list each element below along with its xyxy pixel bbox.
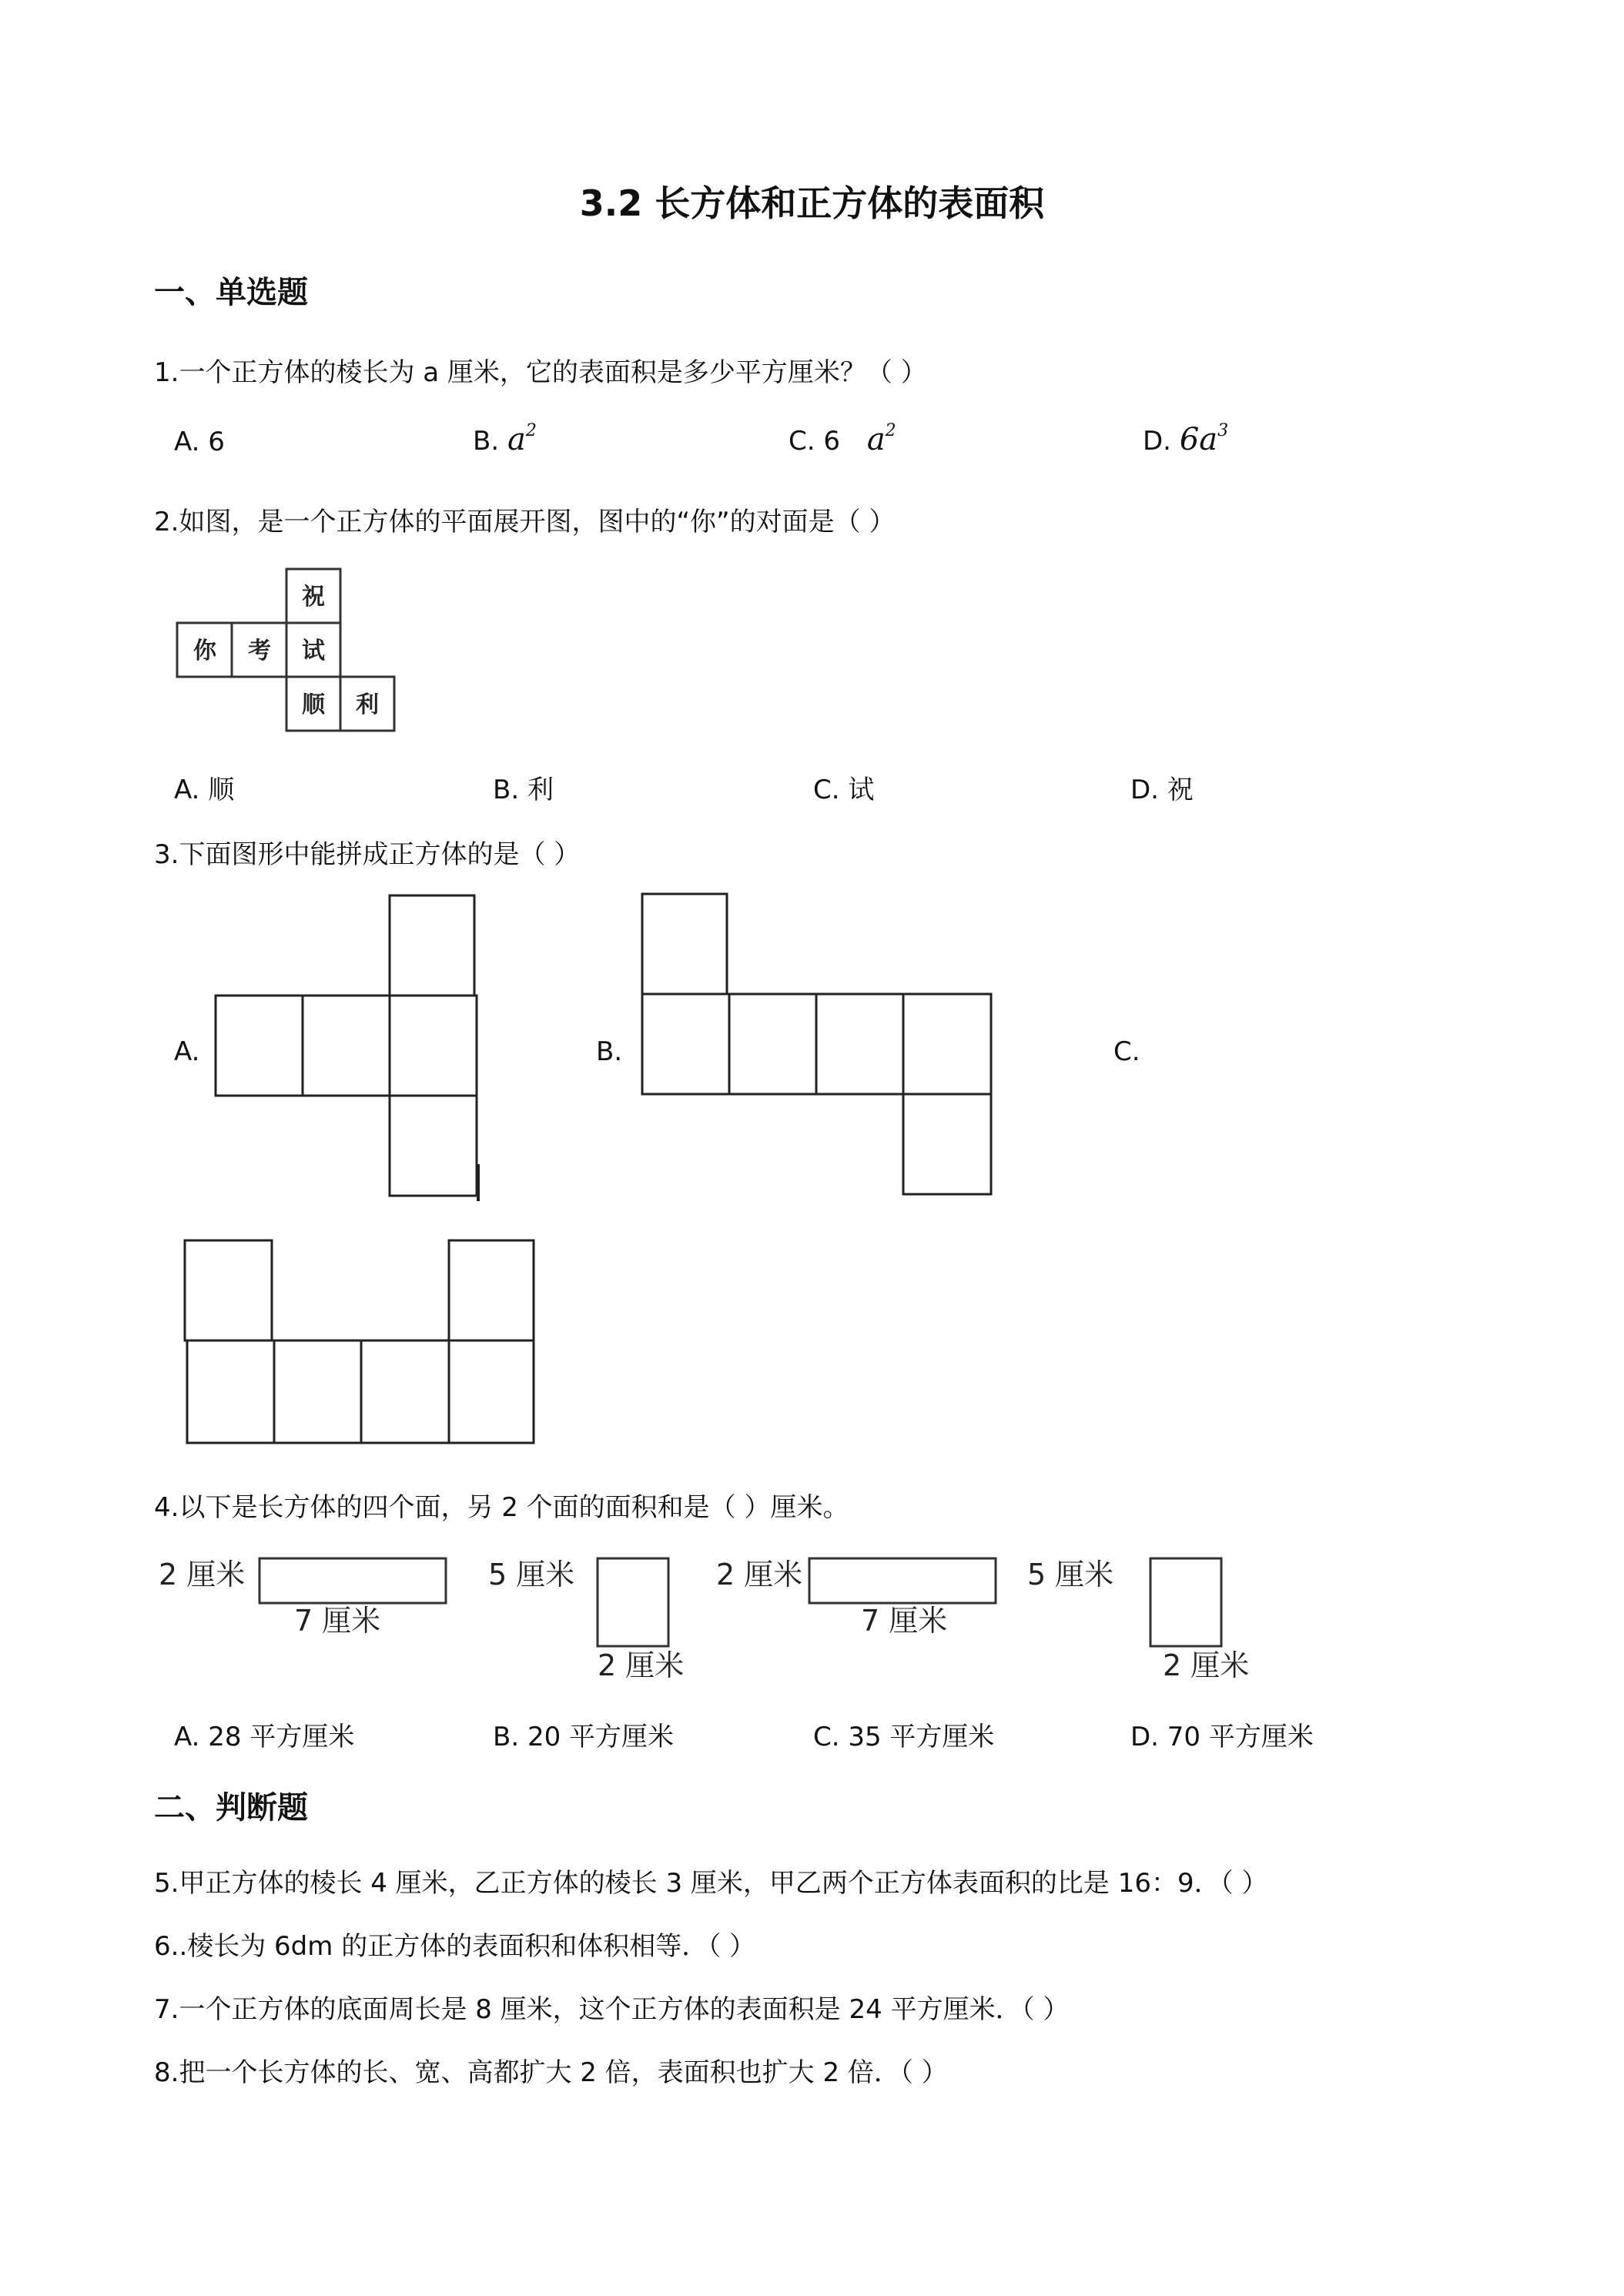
math-base: a xyxy=(866,422,886,457)
question-6-text: 6..棱长为 6dm 的正方体的表面积和体积相等．（ ） xyxy=(154,1931,756,1962)
question-4-option-a[interactable]: A. 28 平方厘米 xyxy=(174,1722,355,1752)
net-cell-li: 利 xyxy=(356,691,379,718)
math-exponent: 2 xyxy=(525,420,537,440)
face-3-side-label: 2 厘米 xyxy=(716,1558,803,1591)
face-4-side-label: 5 厘米 xyxy=(1027,1558,1114,1591)
question-2-option-c[interactable]: C. 试 xyxy=(813,775,875,805)
question-2-option-d[interactable]: D. 祝 xyxy=(1130,775,1194,805)
option-label: B. xyxy=(473,426,500,457)
net-cell-shi: 试 xyxy=(302,638,325,664)
face-1-bottom-label: 7 厘米 xyxy=(294,1604,381,1638)
page-title: 3.2 长方体和正方体的表面积 xyxy=(579,182,1045,224)
question-2-option-b[interactable]: B. 利 xyxy=(493,775,554,805)
net-cell-ni: 你 xyxy=(193,638,216,664)
net-cell-zhu: 祝 xyxy=(302,584,325,611)
question-4-option-c[interactable]: C. 35 平方厘米 xyxy=(813,1722,995,1752)
question-4-option-b[interactable]: B. 20 平方厘米 xyxy=(493,1722,675,1752)
face-4-bottom-label: 2 厘米 xyxy=(1163,1648,1250,1682)
face-2-bottom-label: 2 厘米 xyxy=(598,1648,685,1682)
question-2-text: 2.如图，是一个正方体的平面展开图，图中的“你”的对面是（ ） xyxy=(154,507,896,537)
question-4-option-d[interactable]: D. 70 平方厘米 xyxy=(1130,1722,1314,1752)
face-rectangle-2x7 xyxy=(809,1558,996,1603)
question-3-option-a[interactable]: A. xyxy=(174,1036,200,1067)
net-cell-shun: 顺 xyxy=(302,691,325,718)
question-1-text: 1.一个正方体的棱长为 a 厘米，它的表面积是多少平方厘米？（ ） xyxy=(154,357,927,388)
option-label: D. xyxy=(1143,426,1171,457)
math-base: a xyxy=(507,422,526,457)
section-heading-single-choice: 一、单选题 xyxy=(154,275,308,310)
option-label: C. 6 xyxy=(789,426,840,457)
math-base: 6a xyxy=(1179,422,1218,457)
math-exponent: 3 xyxy=(1217,420,1229,440)
question-4-text: 4.以下是长方体的四个面，另 2 个面的面积和是（ ）厘米。 xyxy=(154,1492,849,1523)
question-2-option-a[interactable]: A. 顺 xyxy=(174,775,235,805)
option-label: A. 6 xyxy=(174,427,225,457)
face-rectangle-5x2 xyxy=(598,1558,668,1646)
question-3-text: 3.下面图形中能拼成正方体的是（ ） xyxy=(154,839,581,870)
section-heading-true-false: 二、判断题 xyxy=(154,1790,308,1826)
face-1-side-label: 2 厘米 xyxy=(159,1558,246,1591)
face-2-side-label: 5 厘米 xyxy=(488,1558,575,1591)
question-7-text: 7.一个正方体的底面周长是 8 厘米，这个正方体的表面积是 24 平方厘米．（ ） xyxy=(154,1994,1070,2025)
face-rectangle-2x7 xyxy=(260,1558,446,1603)
face-3-bottom-label: 7 厘米 xyxy=(861,1604,948,1638)
question-3-option-c[interactable]: C. xyxy=(1113,1036,1140,1067)
question-5-text: 5.甲正方体的棱长 4 厘米，乙正方体的棱长 3 厘米，甲乙两个正方体表面积的比是 16：9．（ ） xyxy=(154,1868,1268,1899)
net-cell-kao: 考 xyxy=(248,638,271,664)
math-exponent: 2 xyxy=(885,420,896,440)
question-3-option-b[interactable]: B. xyxy=(596,1036,623,1067)
face-rectangle-5x2 xyxy=(1150,1558,1221,1646)
question-8-text: 8.把一个长方体的长、宽、高都扩大 2 倍，表面积也扩大 2 倍．（ ） xyxy=(154,2057,948,2088)
